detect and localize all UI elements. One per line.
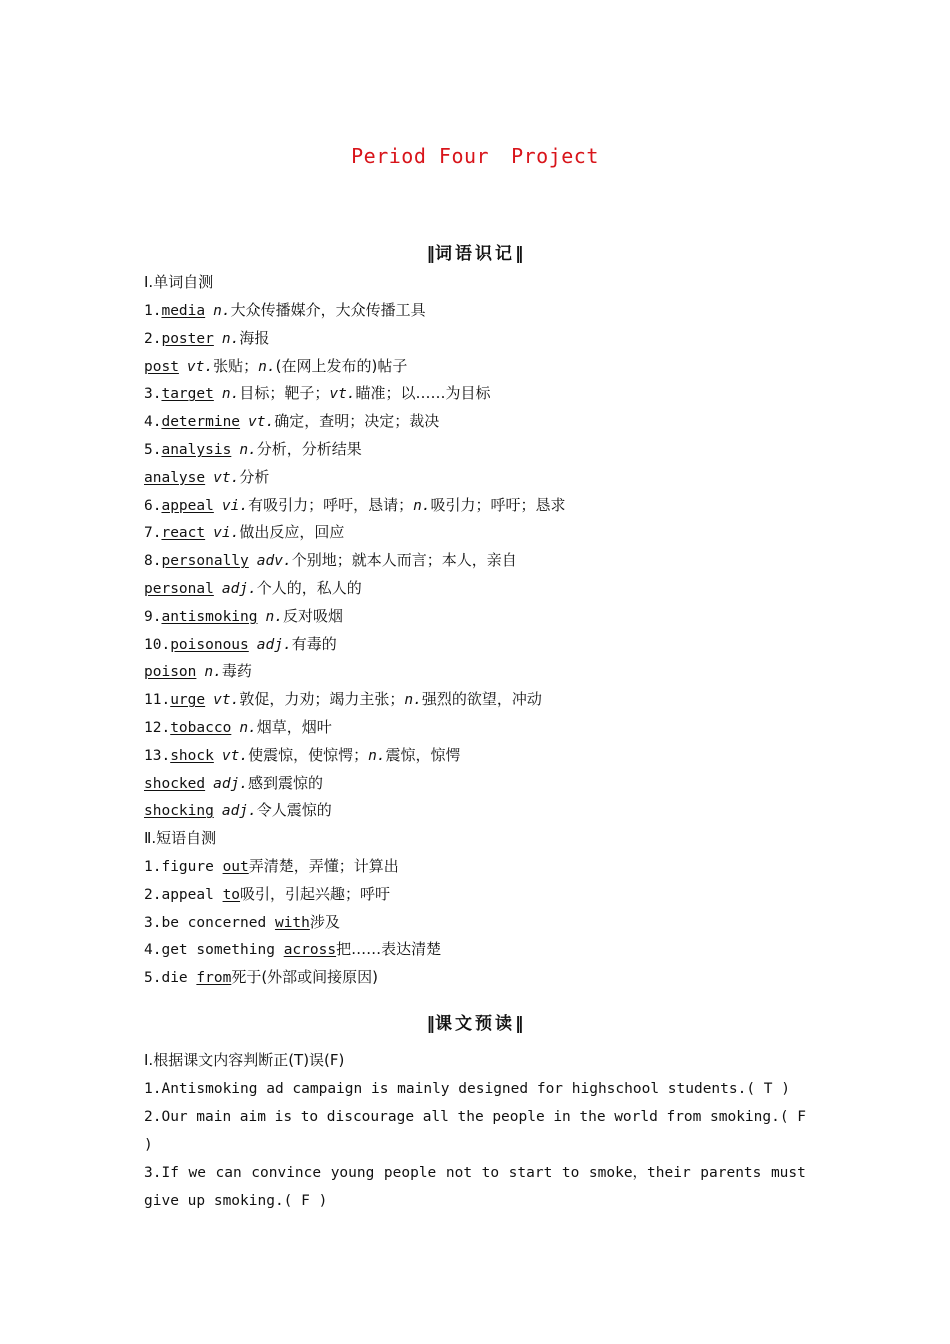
word-meaning: 有吸引力；呼吁，恳请； <box>248 495 414 514</box>
phrase-item <box>144 939 441 960</box>
word-term: urge <box>170 692 206 709</box>
word-item <box>144 689 542 710</box>
phrase-blank: to <box>222 886 241 903</box>
word-term: antismoking <box>161 608 258 625</box>
word-meaning: 烟草，烟叶 <box>256 718 332 736</box>
title-part-period: Period Four <box>351 144 490 168</box>
phrase-number: 1. <box>144 859 162 875</box>
word-item <box>144 717 332 738</box>
word-meaning: 个别地；就本人而言；本人，亲自 <box>291 551 517 570</box>
part-of-speech: adj. <box>213 775 249 792</box>
heading-text: 课文预读 <box>435 1014 515 1034</box>
word-meaning-2: (在网上发布的)帖子 <box>275 356 408 375</box>
word-item <box>144 661 252 682</box>
word-item <box>144 439 362 460</box>
word-item <box>144 411 439 432</box>
part-of-speech: vi. <box>213 525 240 542</box>
word-term: personally <box>161 553 249 570</box>
word-item <box>144 634 337 655</box>
part-of-speech: n. <box>239 442 257 458</box>
word-meaning-2: 震惊，惊愕 <box>385 745 461 764</box>
word-number: 1. <box>144 303 162 319</box>
word-number: 7. <box>144 525 162 542</box>
part-of-speech: adj. <box>221 803 257 820</box>
phrase-blank: from <box>196 970 232 987</box>
tf-item-line: 3.If we can convince young people not to start to smoke，their parents must <box>144 1165 806 1181</box>
word-meaning: 确定，查明；决定；裁决 <box>274 412 440 431</box>
phrase-meaning: 死于(外部或间接原因) <box>231 968 379 987</box>
word-term: media <box>161 303 206 319</box>
part-of-speech: n. <box>221 330 240 347</box>
word-term: shocking <box>144 803 214 820</box>
word-term: determine <box>161 414 241 431</box>
word-term: appeal <box>161 497 214 514</box>
tf-item-line: 1.Antismoking ad campaign is mainly designed for highschool students.( T ) <box>144 1081 791 1097</box>
word-term: shocked <box>144 775 206 792</box>
word-item <box>144 606 343 627</box>
word-term: analysis <box>161 442 232 458</box>
part-of-speech: adj. <box>221 581 257 597</box>
word-item <box>144 800 332 821</box>
word-meaning-2: 强烈的欲望，冲动 <box>421 690 542 709</box>
page-title <box>0 144 950 168</box>
part-of-speech-2: n. <box>404 692 422 709</box>
phrase-meaning: 把……表达清楚 <box>336 940 442 959</box>
phrase-blank: with <box>274 914 310 931</box>
word-term: post <box>144 358 179 375</box>
word-number: 10. <box>144 636 171 653</box>
phrase-prefix: figure <box>161 859 223 875</box>
phrase-item <box>144 967 378 988</box>
phrase-prefix: appeal <box>161 886 223 903</box>
word-term: poster <box>161 330 214 347</box>
section-heading-vocab <box>0 239 950 264</box>
word-meaning: 感到震惊的 <box>248 773 324 792</box>
word-meaning: 分析 <box>239 467 270 486</box>
heading-bar-left: ‖ <box>426 244 435 264</box>
word-term: analyse <box>144 469 206 486</box>
word-item <box>144 356 407 377</box>
word-meaning: 分析，分析结果 <box>256 440 362 458</box>
phrases-header: Ⅱ.短语自测 <box>144 829 217 847</box>
word-term: tobacco <box>170 720 232 736</box>
phrase-prefix: die <box>161 970 197 987</box>
phrase-item <box>144 884 390 905</box>
word-number: 3. <box>144 386 162 403</box>
word-meaning-2: 吸引力；呼吁；恳求 <box>430 495 566 514</box>
heading-bar-left: ‖ <box>426 1014 435 1034</box>
word-item <box>144 773 323 794</box>
word-meaning: 有毒的 <box>291 634 337 653</box>
tf-item-line-continued: give up smoking.( F ) <box>144 1192 328 1209</box>
phrase-meaning: 涉及 <box>309 912 340 931</box>
word-meaning: 张贴； <box>213 356 259 375</box>
word-meaning: 个人的，私人的 <box>256 579 362 597</box>
word-number: 2. <box>144 330 162 347</box>
part-of-speech-2: n. <box>413 497 431 514</box>
part-of-speech: vt. <box>248 414 275 431</box>
part-of-speech: vt. <box>186 358 214 375</box>
part-of-speech: n. <box>204 664 222 681</box>
part-of-speech: vt. <box>221 747 249 764</box>
word-term: poisonous <box>170 636 249 653</box>
tf-item-line: 2.Our main aim is to discourage all the people in the world from smoking.( F <box>144 1109 806 1125</box>
word-item <box>144 522 344 543</box>
word-meaning: 毒药 <box>221 662 252 681</box>
word-meaning-2: 瞄准；以……为目标 <box>355 384 491 403</box>
phrase-number: 5. <box>144 970 162 987</box>
phrase-prefix: get something <box>161 942 284 959</box>
phrase-number: 4. <box>144 942 162 959</box>
words-header: Ⅰ.单词自测 <box>144 273 214 291</box>
part-of-speech-2: n. <box>368 747 386 764</box>
word-number: 4. <box>144 414 162 431</box>
word-item <box>144 495 566 516</box>
word-meaning: 反对吸烟 <box>282 606 343 625</box>
part-of-speech-2: vt. <box>329 386 356 403</box>
word-item <box>144 467 269 488</box>
word-meaning: 大众传播媒介，大众传播工具 <box>230 301 426 319</box>
word-meaning: 做出反应，回应 <box>239 523 345 542</box>
part-of-speech: vi. <box>221 497 249 514</box>
word-term: target <box>161 386 214 403</box>
word-meaning: 使震惊，使惊愕； <box>248 745 369 764</box>
phrase-item <box>144 912 340 933</box>
part-of-speech: vt. <box>213 692 240 709</box>
word-meaning: 海报 <box>239 328 270 347</box>
word-item <box>144 328 269 349</box>
word-item <box>144 300 426 321</box>
word-number: 11. <box>144 692 171 709</box>
word-term: poison <box>144 664 197 681</box>
part-of-speech: n. <box>239 720 257 736</box>
section-heading-preview <box>0 1009 950 1034</box>
word-meaning: 目标；靶子； <box>239 384 330 403</box>
word-item <box>144 550 517 571</box>
word-item <box>144 578 362 599</box>
phrase-prefix: be concerned <box>161 914 275 931</box>
part-of-speech: adv. <box>256 553 292 570</box>
part-of-speech-2: n. <box>258 358 276 375</box>
word-meaning: 敦促，力劝；竭力主张； <box>239 690 405 709</box>
part-of-speech: n. <box>213 303 231 319</box>
phrase-item <box>144 856 399 877</box>
word-term: shock <box>170 747 214 764</box>
heading-bar-right: ‖ <box>515 244 524 264</box>
part-of-speech: n. <box>265 608 283 625</box>
word-number: 12. <box>144 720 171 736</box>
word-meaning: 令人震惊的 <box>256 801 332 820</box>
word-number: 6. <box>144 497 162 514</box>
phrase-meaning: 弄清楚，弄懂；计算出 <box>248 857 399 875</box>
part-of-speech: n. <box>221 386 240 403</box>
title-part-project: Project <box>511 144 599 168</box>
phrase-blank: out <box>222 859 249 875</box>
word-item <box>144 745 461 766</box>
word-term: personal <box>144 581 214 597</box>
heading-text: 词语识记 <box>435 244 515 264</box>
word-number: 13. <box>144 747 171 764</box>
part-of-speech: adj. <box>256 636 292 653</box>
phrase-number: 2. <box>144 886 162 903</box>
phrase-blank: across <box>283 942 337 959</box>
phrase-number: 3. <box>144 914 162 931</box>
heading-bar-right: ‖ <box>515 1014 524 1034</box>
word-number: 5. <box>144 442 162 458</box>
part-of-speech: vt. <box>213 469 240 486</box>
tf-header: Ⅰ.根据课文内容判断正(T)误(F) <box>144 1051 345 1069</box>
word-item <box>144 383 491 404</box>
phrase-meaning: 吸引，引起兴趣；呼吁 <box>240 884 391 903</box>
word-term: react <box>161 525 206 542</box>
word-number: 8. <box>144 553 162 570</box>
word-number: 9. <box>144 608 162 625</box>
tf-item-line-continued: ) <box>144 1136 153 1153</box>
